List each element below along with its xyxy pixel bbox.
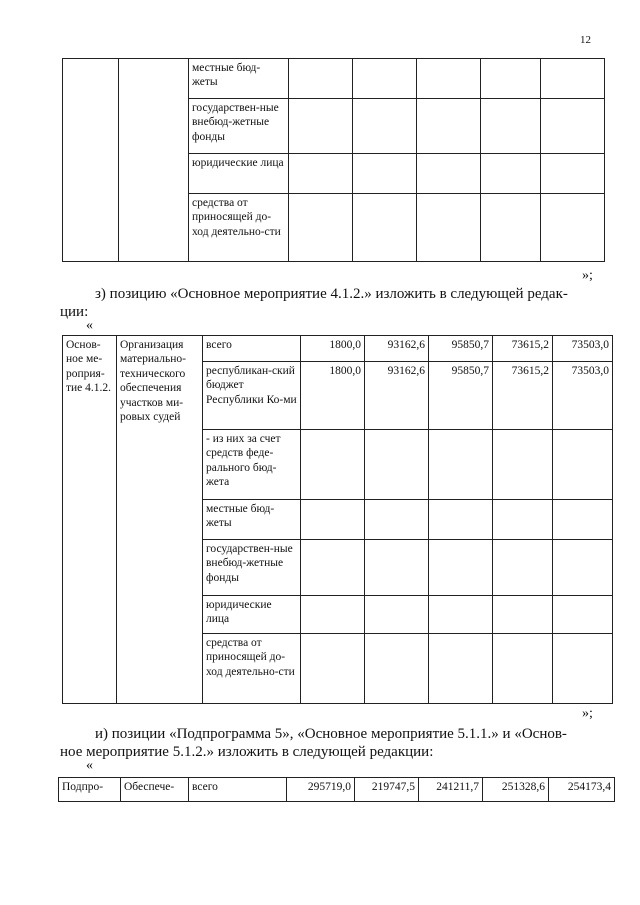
row-label: всего (189, 778, 287, 802)
row-label: государствен-ные внебюд-жетные фонды (203, 540, 301, 596)
page-number: 12 (580, 34, 591, 46)
value-cell: 219747,5 (355, 778, 419, 802)
value-cell: 73615,2 (493, 362, 553, 430)
open-quote: « (86, 318, 93, 333)
value-cell: 93162,6 (365, 362, 429, 430)
cell-empty (63, 59, 119, 262)
row-label: местные бюд-жеты (189, 59, 289, 99)
value-cell: 73503,0 (553, 336, 613, 362)
subprogram-title: Обеспече- (121, 778, 189, 802)
cell-empty (119, 59, 189, 262)
paragraph-i-line2: ное мероприятие 5.1.2.» изложить в следующей редакции: (60, 744, 434, 760)
table-row (63, 59, 605, 99)
subprogram-code: Подпро- (59, 778, 121, 802)
paragraph-i-line1: и) позиции «Подпрограмма 5», «Основное мероприятие 5.1.1.» и «Основ- (95, 726, 567, 742)
measure-title: Организация материально-технического обеспечения участков ми-ровых судей (117, 336, 203, 704)
row-label: юридические лица (203, 596, 301, 634)
paragraph-z-line2: ции: (60, 304, 89, 320)
value-cell: 1800,0 (301, 362, 365, 430)
measure-code: Основ-ное ме-роприя-тие 4.1.2. (63, 336, 117, 704)
row-label: юридические лица (189, 154, 289, 194)
row-label: средства от приносящей до-ход деятельно-сти (189, 194, 289, 262)
value-cell: 95850,7 (429, 336, 493, 362)
row-label: средства от приносящей до-ход деятельно-сти (203, 634, 301, 704)
row-label: республикан-ский бюджет Республики Ко-ми (203, 362, 301, 430)
close-quote: »; (582, 706, 593, 721)
table-row (59, 778, 615, 802)
value-cell: 73615,2 (493, 336, 553, 362)
value-cell: 1800,0 (301, 336, 365, 362)
row-label: всего (203, 336, 301, 362)
subprogram-5-table (58, 777, 615, 802)
value-cell: 241211,7 (419, 778, 483, 802)
row-label: местные бюд-жеты (203, 500, 301, 540)
value-cell: 251328,6 (483, 778, 549, 802)
paragraph-z-line1: з) позицию «Основное мероприятие 4.1.2.» изложить в следующей редак- (95, 286, 568, 302)
row-label: государствен-ные внебюд-жетные фонды (189, 99, 289, 154)
table-row (63, 336, 613, 362)
value-cell: 254173,4 (549, 778, 615, 802)
row-label: - из них за счет средств феде-рального бюд-жета (203, 430, 301, 500)
value-cell: 93162,6 (365, 336, 429, 362)
value-cell: 73503,0 (553, 362, 613, 430)
continuation-table (62, 58, 605, 262)
close-quote: »; (582, 268, 593, 283)
value-cell: 295719,0 (287, 778, 355, 802)
open-quote: « (86, 758, 93, 773)
value-cell: 95850,7 (429, 362, 493, 430)
measure-412-table (62, 335, 613, 704)
